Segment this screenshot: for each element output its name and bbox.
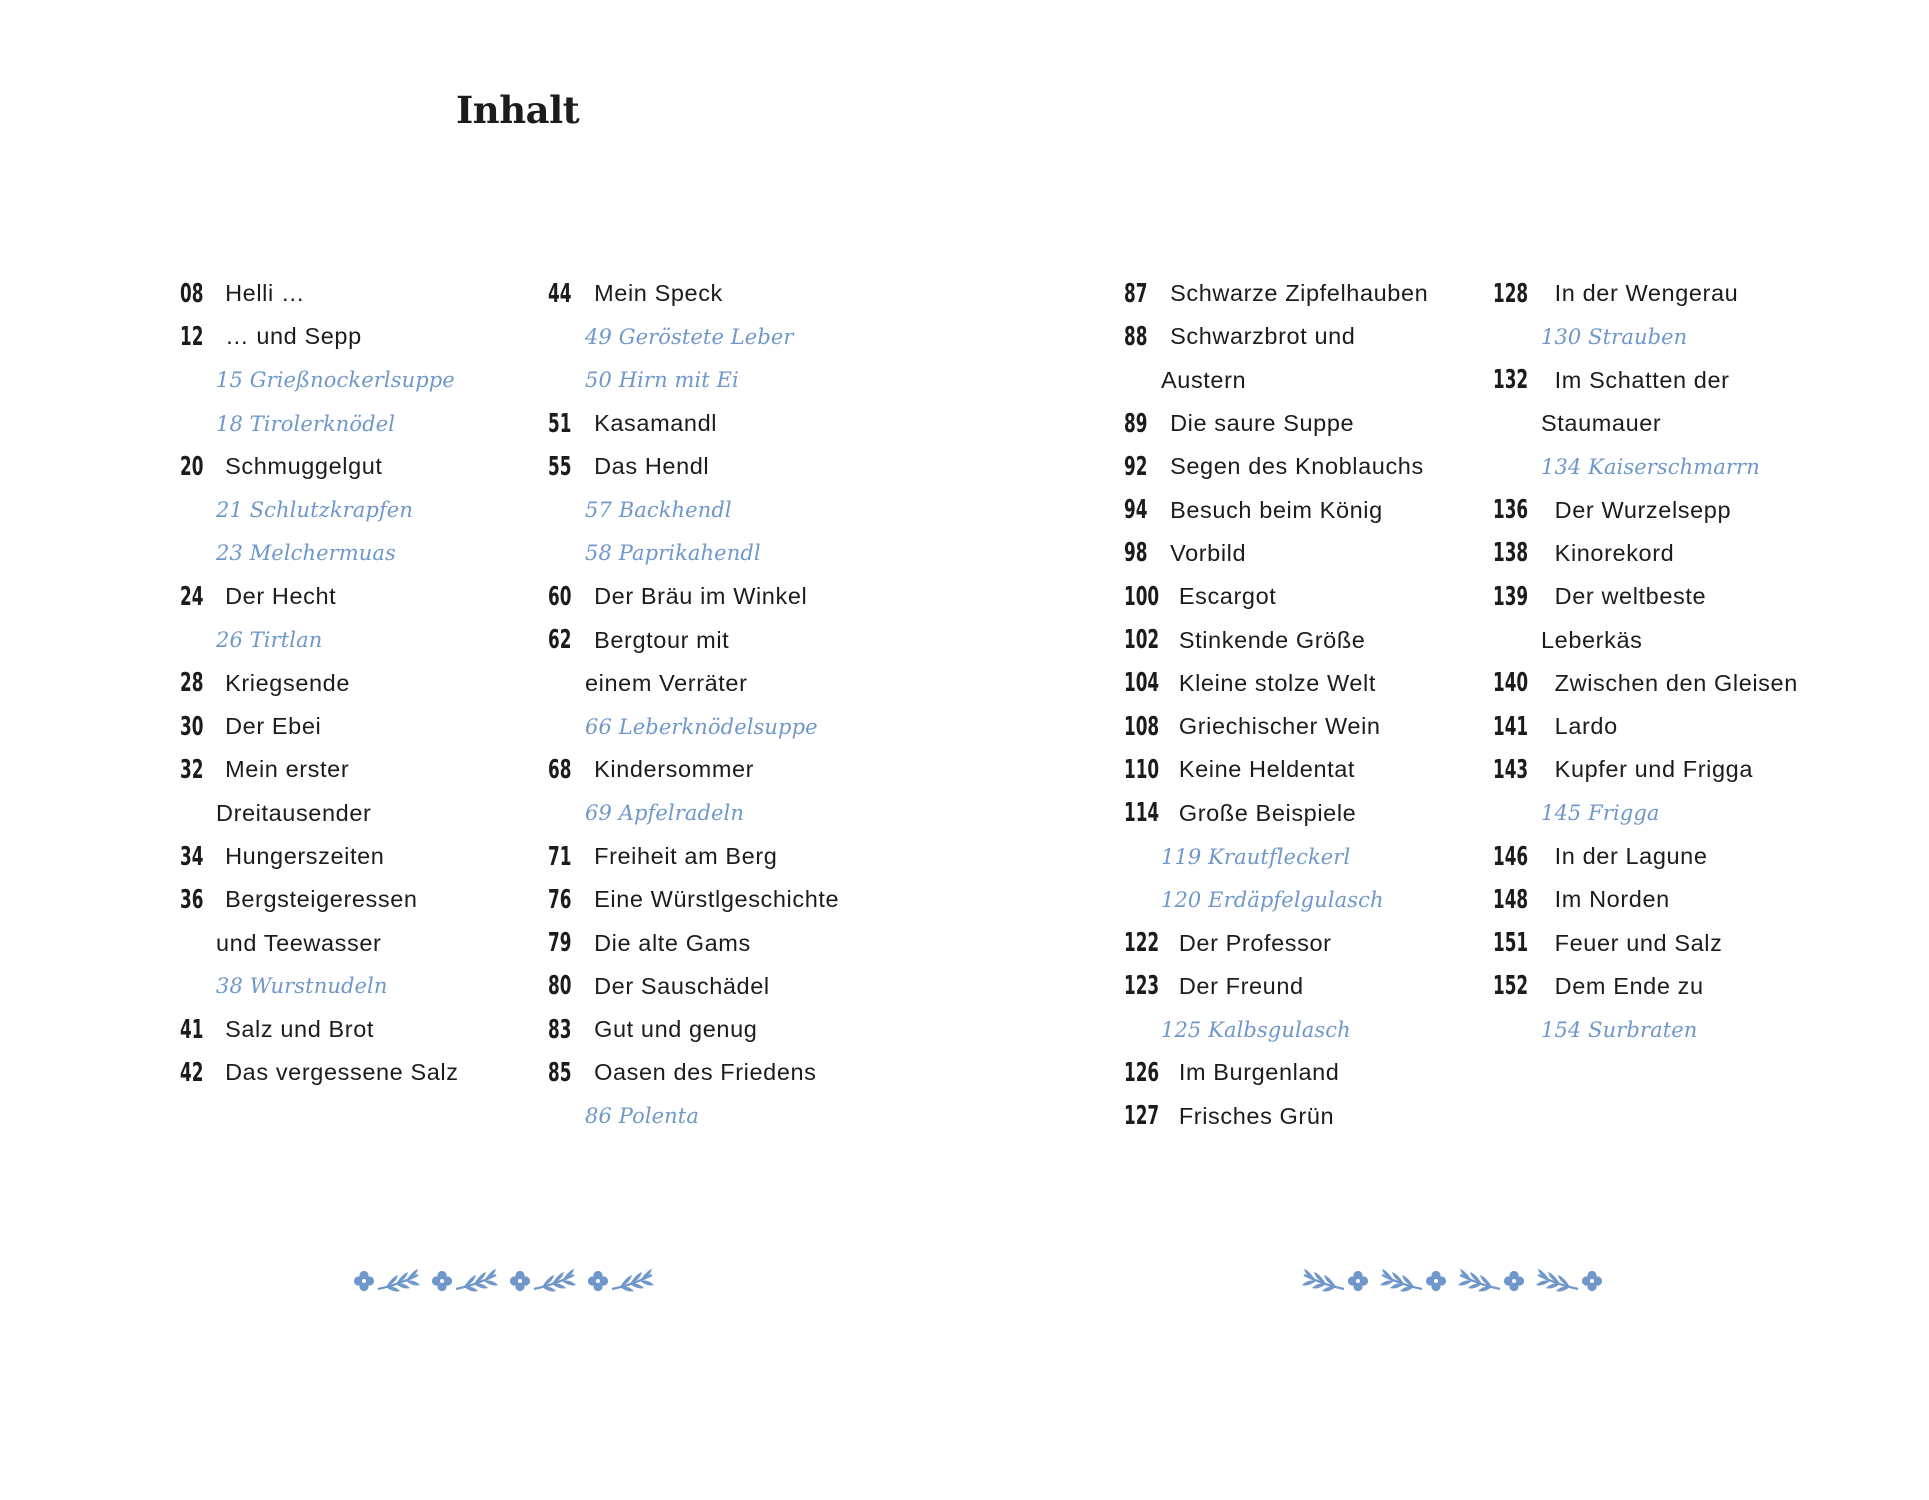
page-number: 83 xyxy=(548,1014,572,1045)
toc-entry xyxy=(1493,488,1853,531)
flower-icon xyxy=(510,1271,530,1291)
toc-entry xyxy=(1124,532,1484,575)
chapter-title: Der Sauschädel xyxy=(594,972,770,999)
chapter-title: Kasamandl xyxy=(594,410,718,437)
recipe-entry xyxy=(180,965,540,1008)
toc-entry xyxy=(1124,618,1484,661)
chapter-title: Besuch beim König xyxy=(1170,496,1383,523)
recipe-entry xyxy=(180,618,540,661)
chapter-title: Feuer und Salz xyxy=(1554,929,1723,956)
page-number: 138 xyxy=(1493,538,1529,569)
toc-entry xyxy=(1493,878,1853,921)
toc-entry xyxy=(1493,662,1853,705)
page-number: 88 xyxy=(1124,321,1148,352)
chapter-title: Frisches Grün xyxy=(1178,1102,1335,1129)
toc-entry-continuation xyxy=(548,662,908,705)
toc-entry-continuation xyxy=(180,792,540,835)
flower-icon xyxy=(432,1271,452,1291)
toc-entry xyxy=(1124,1095,1484,1138)
toc-entry xyxy=(1124,272,1484,315)
toc-entry xyxy=(180,662,540,705)
page-number: 79 xyxy=(548,928,572,959)
page-number: 148 xyxy=(1493,884,1529,915)
recipe-entry xyxy=(548,315,908,358)
page-number: 126 xyxy=(1124,1057,1160,1088)
chapter-title: Kupfer und Frigga xyxy=(1554,756,1753,783)
page-number: 146 xyxy=(1493,841,1529,872)
page-number: 85 xyxy=(548,1057,572,1088)
chapter-title: Freiheit am Berg xyxy=(594,843,778,869)
toc-entry xyxy=(1493,575,1853,618)
chapter-title: Mein Speck xyxy=(594,280,723,307)
chapter-title: Stinkende Größe xyxy=(1178,626,1366,653)
chapter-title: Salz und Brot xyxy=(225,1016,374,1043)
recipe-entry xyxy=(180,488,540,531)
chapter-title: Der Freund xyxy=(1178,972,1304,999)
page-number: 141 xyxy=(1493,711,1529,742)
chapter-title: Schwarzbrot und xyxy=(1170,323,1356,350)
flower-icon xyxy=(588,1271,608,1291)
chapter-title: Schwarze Zipfelhauben xyxy=(1170,280,1429,307)
page-number: 76 xyxy=(548,884,572,915)
toc-entry xyxy=(1493,705,1853,748)
page-number: 51 xyxy=(548,408,572,439)
page-number: 102 xyxy=(1124,625,1160,656)
toc-entry xyxy=(548,575,908,618)
chapter-title: Mein erster xyxy=(225,756,350,783)
chapter-title: Austern xyxy=(1161,366,1247,393)
toc-entry-continuation xyxy=(1493,618,1853,661)
chapter-title: und Teewasser xyxy=(216,929,382,956)
chapter-title: Kindersommer xyxy=(594,756,755,783)
chapter-title: Leberkäs xyxy=(1541,626,1643,653)
toc-entry xyxy=(180,705,540,748)
chapter-title: Der Wurzelsepp xyxy=(1554,496,1732,523)
recipe-entry xyxy=(548,1095,908,1138)
recipe-entry xyxy=(1124,878,1484,921)
toc-entry xyxy=(1493,532,1853,575)
recipe-entry xyxy=(180,359,540,402)
leaf-sprig-icon xyxy=(1380,1269,1422,1292)
toc-entry xyxy=(548,402,908,445)
page-number: 92 xyxy=(1124,451,1148,482)
toc-entry xyxy=(1124,792,1484,835)
page-number: 71 xyxy=(548,841,572,872)
toc-column-3 xyxy=(1124,272,1484,1138)
chapter-title: … und Sepp xyxy=(225,323,362,350)
page-number: 87 xyxy=(1124,278,1148,309)
page-number: 136 xyxy=(1493,495,1529,526)
chapter-title: Die saure Suppe xyxy=(1170,410,1355,437)
floral-ornament-right xyxy=(1298,1261,1618,1301)
recipe-entry xyxy=(1493,315,1853,358)
page-number: 41 xyxy=(180,1014,204,1045)
flower-icon xyxy=(1504,1271,1524,1291)
page-number: 44 xyxy=(548,278,572,309)
recipe-entry xyxy=(1124,1008,1484,1051)
leaf-sprig-icon xyxy=(1302,1269,1344,1292)
recipe-title: 66 Leberknödelsuppe xyxy=(585,714,818,739)
toc-entry xyxy=(180,748,540,791)
chapter-title: einem Verräter xyxy=(585,669,748,696)
recipe-title: 49 Geröstete Leber xyxy=(585,324,794,349)
leaf-sprig-icon xyxy=(1536,1269,1578,1292)
page-number: 32 xyxy=(180,754,204,785)
chapter-title: Bergsteigeressen xyxy=(225,886,418,913)
toc-entry xyxy=(1493,272,1853,315)
toc-entry xyxy=(1493,965,1853,1008)
toc-entry xyxy=(548,878,908,921)
recipe-title: 69 Apfelradeln xyxy=(585,801,744,826)
page-number: 60 xyxy=(548,581,572,612)
chapter-title: Das Hendl xyxy=(594,453,710,480)
page-number: 104 xyxy=(1124,668,1160,699)
toc-entry-continuation xyxy=(1493,402,1853,445)
page-number: 28 xyxy=(180,668,204,699)
toc-entry xyxy=(1493,748,1853,791)
flower-and-leaf-border xyxy=(354,1269,654,1292)
page-number: 42 xyxy=(180,1057,204,1088)
recipe-entry xyxy=(1493,445,1853,488)
toc-entry xyxy=(548,618,908,661)
page-number: 68 xyxy=(548,754,572,785)
toc-entry xyxy=(548,835,908,878)
chapter-title: Zwischen den Gleisen xyxy=(1554,669,1798,696)
chapter-title: Bergtour mit xyxy=(594,626,730,653)
chapter-title: Keine Heldentat xyxy=(1178,756,1356,783)
page-number: 127 xyxy=(1124,1101,1160,1132)
recipe-title: 23 Melchermuas xyxy=(216,541,396,566)
toc-entry xyxy=(548,445,908,488)
page-number: 34 xyxy=(180,841,204,872)
page-number: 110 xyxy=(1124,754,1160,785)
floral-ornament-left xyxy=(350,1261,670,1301)
page-number: 139 xyxy=(1493,581,1529,612)
toc-entry xyxy=(548,921,908,964)
toc-entry xyxy=(180,272,540,315)
flower-icon xyxy=(1348,1271,1368,1291)
toc-entry xyxy=(1493,921,1853,964)
leaf-sprig-icon xyxy=(612,1269,654,1292)
toc-entry-continuation xyxy=(1124,359,1484,402)
page-number: 143 xyxy=(1493,754,1529,785)
chapter-title: Der Bräu im Winkel xyxy=(594,583,808,610)
chapter-title: Der Ebei xyxy=(225,713,322,740)
recipe-entry xyxy=(180,402,540,445)
toc-entry xyxy=(1493,835,1853,878)
recipe-title: 130 Strauben xyxy=(1541,324,1688,349)
chapter-title: Der Hecht xyxy=(225,583,337,610)
page-number: 108 xyxy=(1124,711,1160,742)
recipe-title: 50 Hirn mit Ei xyxy=(585,368,739,393)
recipe-title: 134 Kaiserschmarrn xyxy=(1541,454,1760,479)
toc-entry-continuation xyxy=(180,921,540,964)
page-number: 20 xyxy=(180,451,204,482)
leaf-sprig-icon xyxy=(456,1269,498,1292)
leaf-and-flower-border xyxy=(1302,1269,1602,1292)
recipe-title: 154 Surbraten xyxy=(1541,1017,1698,1042)
page-number: 89 xyxy=(1124,408,1148,439)
recipe-title: 120 Erdäpfelgulasch xyxy=(1161,887,1384,912)
page-title: Inhalt xyxy=(456,88,580,132)
toc-entry xyxy=(1124,488,1484,531)
chapter-title: Escargot xyxy=(1178,583,1277,610)
recipe-title: 145 Frigga xyxy=(1541,801,1660,826)
toc-entry xyxy=(180,835,540,878)
chapter-title: Lardo xyxy=(1554,713,1618,740)
chapter-title: Im Burgenland xyxy=(1178,1059,1340,1086)
page-number: 55 xyxy=(548,451,572,482)
chapter-title: Gut und genug xyxy=(594,1016,758,1043)
toc-entry xyxy=(1124,1051,1484,1094)
toc-entry xyxy=(1124,402,1484,445)
toc-entry xyxy=(1124,921,1484,964)
toc-entry xyxy=(180,315,540,358)
toc-column-4 xyxy=(1493,272,1853,1051)
recipe-entry xyxy=(548,705,908,748)
recipe-entry xyxy=(548,488,908,531)
chapter-title: Dem Ende zu xyxy=(1554,972,1704,999)
page-number: 140 xyxy=(1493,668,1529,699)
toc-entry xyxy=(180,1051,540,1094)
chapter-title: Kleine stolze Welt xyxy=(1178,669,1376,696)
recipe-entry xyxy=(548,792,908,835)
chapter-title: Im Norden xyxy=(1554,886,1670,913)
chapter-title: Im Schatten der xyxy=(1554,366,1730,393)
page-number: 62 xyxy=(548,625,572,656)
toc-column-2 xyxy=(548,272,908,1138)
recipe-entry xyxy=(1493,1008,1853,1051)
toc-entry xyxy=(548,1051,908,1094)
toc-entry xyxy=(180,575,540,618)
page-number: 151 xyxy=(1493,928,1529,959)
leaf-sprig-icon xyxy=(534,1269,576,1292)
leaf-sprig-icon xyxy=(378,1269,420,1292)
chapter-title: Kriegsende xyxy=(225,669,350,696)
toc-entry xyxy=(1124,705,1484,748)
recipe-title: 58 Paprikahendl xyxy=(585,541,761,566)
toc-entry xyxy=(548,748,908,791)
chapter-title: Die alte Gams xyxy=(594,929,751,956)
toc-entry xyxy=(1124,965,1484,1008)
page-number: 114 xyxy=(1124,798,1160,829)
toc-entry xyxy=(1124,662,1484,705)
recipe-title: 57 Backhendl xyxy=(585,498,732,523)
toc-entry xyxy=(180,445,540,488)
page-number: 123 xyxy=(1124,971,1160,1002)
page-number: 30 xyxy=(180,711,204,742)
chapter-title: Hungerszeiten xyxy=(225,843,385,869)
page-number: 24 xyxy=(180,581,204,612)
recipe-entry xyxy=(548,359,908,402)
chapter-title: Vorbild xyxy=(1170,539,1247,566)
page-number: 98 xyxy=(1124,538,1148,569)
page-number: 128 xyxy=(1493,278,1529,309)
chapter-title: Der Professor xyxy=(1178,929,1332,956)
page-number: 80 xyxy=(548,971,572,1002)
chapter-title: Dreitausender xyxy=(216,799,372,826)
chapter-title: Schmuggelgut xyxy=(225,453,383,480)
flower-icon xyxy=(1582,1271,1602,1291)
chapter-title: In der Wengerau xyxy=(1554,280,1739,307)
recipe-entry xyxy=(180,532,540,575)
toc-entry xyxy=(1124,748,1484,791)
page-number: 152 xyxy=(1493,971,1529,1002)
page-number: 132 xyxy=(1493,365,1529,396)
recipe-title: 15 Grießnockerlsuppe xyxy=(216,368,455,393)
page-number: 36 xyxy=(180,884,204,915)
recipe-title: 38 Wurstnudeln xyxy=(216,974,388,999)
chapter-title: In der Lagune xyxy=(1554,843,1708,869)
flower-icon xyxy=(354,1271,374,1291)
page-number: 12 xyxy=(180,321,204,352)
toc-entry xyxy=(548,1008,908,1051)
leaf-sprig-icon xyxy=(1458,1269,1500,1292)
page-number: 122 xyxy=(1124,928,1160,959)
toc-entry xyxy=(1124,445,1484,488)
chapter-title: Helli … xyxy=(225,280,306,307)
recipe-entry xyxy=(548,532,908,575)
recipe-title: 86 Polenta xyxy=(585,1104,699,1129)
recipe-title: 119 Krautfleckerl xyxy=(1161,844,1351,869)
page-number: 08 xyxy=(180,278,204,309)
recipe-title: 18 Tirolerknödel xyxy=(216,411,396,436)
flower-icon xyxy=(1426,1271,1446,1291)
toc-entry xyxy=(548,965,908,1008)
page-number: 100 xyxy=(1124,581,1160,612)
recipe-title: 21 Schlutzkrapfen xyxy=(216,498,413,523)
chapter-title: Segen des Knoblauchs xyxy=(1170,453,1424,480)
chapter-title: Das vergessene Salz xyxy=(225,1059,459,1086)
toc-column-1 xyxy=(180,272,540,1095)
recipe-title: 26 Tirtlan xyxy=(216,628,323,653)
toc-entry xyxy=(1493,359,1853,402)
recipe-entry xyxy=(1124,835,1484,878)
chapter-title: Eine Würstlgeschichte xyxy=(594,886,840,913)
chapter-title: Staumauer xyxy=(1541,410,1662,437)
toc-entry xyxy=(548,272,908,315)
chapter-title: Oasen des Friedens xyxy=(594,1059,817,1086)
chapter-title: Der weltbeste xyxy=(1554,583,1707,610)
chapter-title: Kinorekord xyxy=(1554,539,1675,566)
toc-entry xyxy=(180,1008,540,1051)
chapter-title: Große Beispiele xyxy=(1178,799,1357,826)
chapter-title: Griechischer Wein xyxy=(1178,713,1381,740)
toc-entry xyxy=(1124,315,1484,358)
recipe-entry xyxy=(1493,792,1853,835)
toc-entry xyxy=(1124,575,1484,618)
recipe-title: 125 Kalbsgulasch xyxy=(1161,1017,1351,1042)
toc-entry xyxy=(180,878,540,921)
page-number: 94 xyxy=(1124,495,1148,526)
